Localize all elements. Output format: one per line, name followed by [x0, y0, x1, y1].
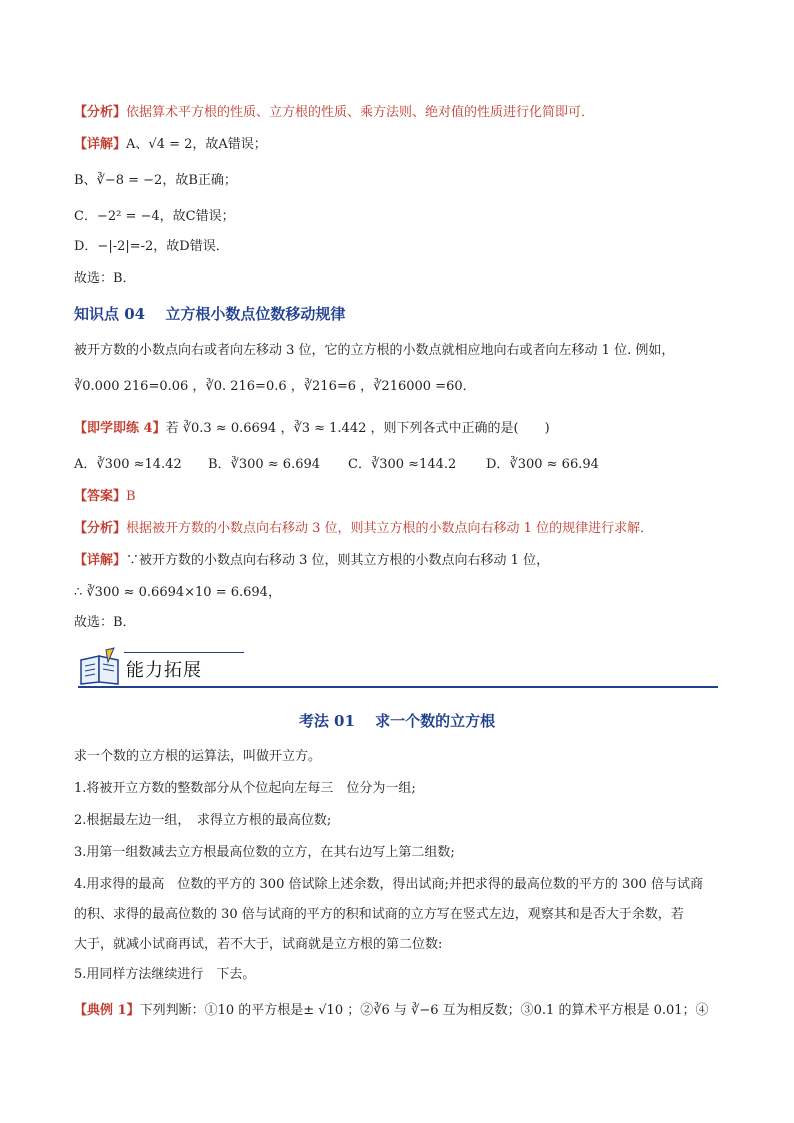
- method01-step: 的积、求得的最高位数的 30 倍与试商的平方的积和试商的立方写在竖式左边，观察其和是否大于余数，若: [74, 907, 684, 922]
- practice4-detail-tag: 【详解】: [74, 553, 127, 568]
- method01-step: 3.用第一组数减去立方根最高位数的立方，在其右边写上第二组数;: [74, 845, 455, 860]
- answer-value: B: [126, 489, 136, 504]
- method01-step: 5.用同样方法继续进行 下去。: [74, 967, 256, 982]
- example1-text: 下列判断：①10 的平方根是± √10 ；②∛6 与 ∛−6 互为相反数；③0.1 的算术平方根是 0.01；④: [139, 1003, 709, 1018]
- option-d: D．∛300 ≈ 66.94: [486, 457, 599, 472]
- example1-line: [74, 1002, 709, 1020]
- choice-line-2: 故选：B．: [74, 615, 136, 630]
- practice4-analysis-text: 根据被开方数的小数点向右移动 3 位，则其立方根的小数点向右移动 1 位的规律进行求解．: [126, 521, 654, 536]
- option-a: A．∛300 ≈14.42: [74, 457, 182, 472]
- detail-a: A、√4 = 2，故A错误；: [126, 137, 267, 152]
- practice4-detail: [74, 552, 549, 570]
- method01-step: 1.将被开立方数的整数部分从个位起向左每三 位分为一组;: [74, 781, 416, 796]
- practice4-analysis: [74, 520, 653, 538]
- banner-title: 能力拓展: [126, 660, 202, 681]
- answer-line: [74, 488, 136, 506]
- banner-rule: [78, 686, 718, 688]
- practice4-therefore: ∴ ∛300 ≈ 0.6694×10 = 6.694，: [74, 585, 281, 600]
- analysis-tag: 【分析】: [74, 105, 127, 120]
- practice4-text: 若 ∛0.3 ≈ 0.6694 ，∛3 ≈ 1.442 ，则下列各式中正确的是( ): [165, 421, 550, 436]
- option-b: B．∛300 ≈ 6.694: [208, 457, 321, 472]
- example1-tag: 【典例 1】: [74, 1003, 140, 1018]
- detail-tag: 【详解】: [74, 137, 127, 152]
- detail-line-c: C．−2² = −4，故C错误；: [74, 209, 235, 224]
- method01-step: 4.用求得的最高 位数的平方的 300 倍试除上述余数，得出试商;并把求得的最高位数的平方的 300 倍与试商: [74, 877, 703, 892]
- method01-step: 2.根据最左边一组， 求得立方根的最高位数;: [74, 813, 332, 828]
- kp04-examples: ∛0.000 216=0.06 ，∛0. 216=0.6 ，∛216=6 ，∛216000 =60．: [74, 379, 476, 394]
- method01-intro: 求一个数的立方根的运算法，叫做开立方。: [74, 749, 322, 764]
- practice4-detail-text: ∵被开方数的小数点向右移动 3 位，则其立方根的小数点向右移动 1 位，: [126, 553, 550, 568]
- kp04-title: 知识点 04 立方根小数点位数移动规律: [74, 305, 346, 323]
- choice-line-1: 故选：B．: [74, 271, 136, 286]
- practice4-question: [74, 420, 550, 438]
- practice4-analysis-tag: 【分析】: [74, 521, 127, 536]
- section-banner: [78, 646, 718, 690]
- book-pencil-icon: [78, 646, 124, 688]
- option-c: C．∛300 ≈144.2: [348, 457, 457, 472]
- analysis-line: [74, 104, 594, 122]
- analysis-text: 依据算术平方根的性质、立方根的性质、乘方法则、绝对值的性质进行化简即可．: [126, 105, 595, 120]
- practice4-tag: 【即学即练 4】: [74, 421, 166, 436]
- kp04-desc: 被开方数的小数点向右或者向左移动 3 位，它的立方根的小数点就相应地向右或者向左移动 1 位. 例如，: [74, 343, 675, 358]
- detail-line-d: D．−|-2|=-2，故D错误．: [74, 239, 229, 254]
- banner-top-rule: [124, 652, 244, 653]
- answer-tag: 【答案】: [74, 489, 127, 504]
- method01-title: 考法 01 求一个数的立方根: [298, 712, 496, 730]
- detail-line-a: [74, 136, 267, 154]
- method01-step: 大于，就减小试商再试，若不大于，试商就是立方根的第二位数:: [74, 937, 443, 952]
- detail-line-b: B、∛−8 = −2，故B正确；: [74, 173, 237, 188]
